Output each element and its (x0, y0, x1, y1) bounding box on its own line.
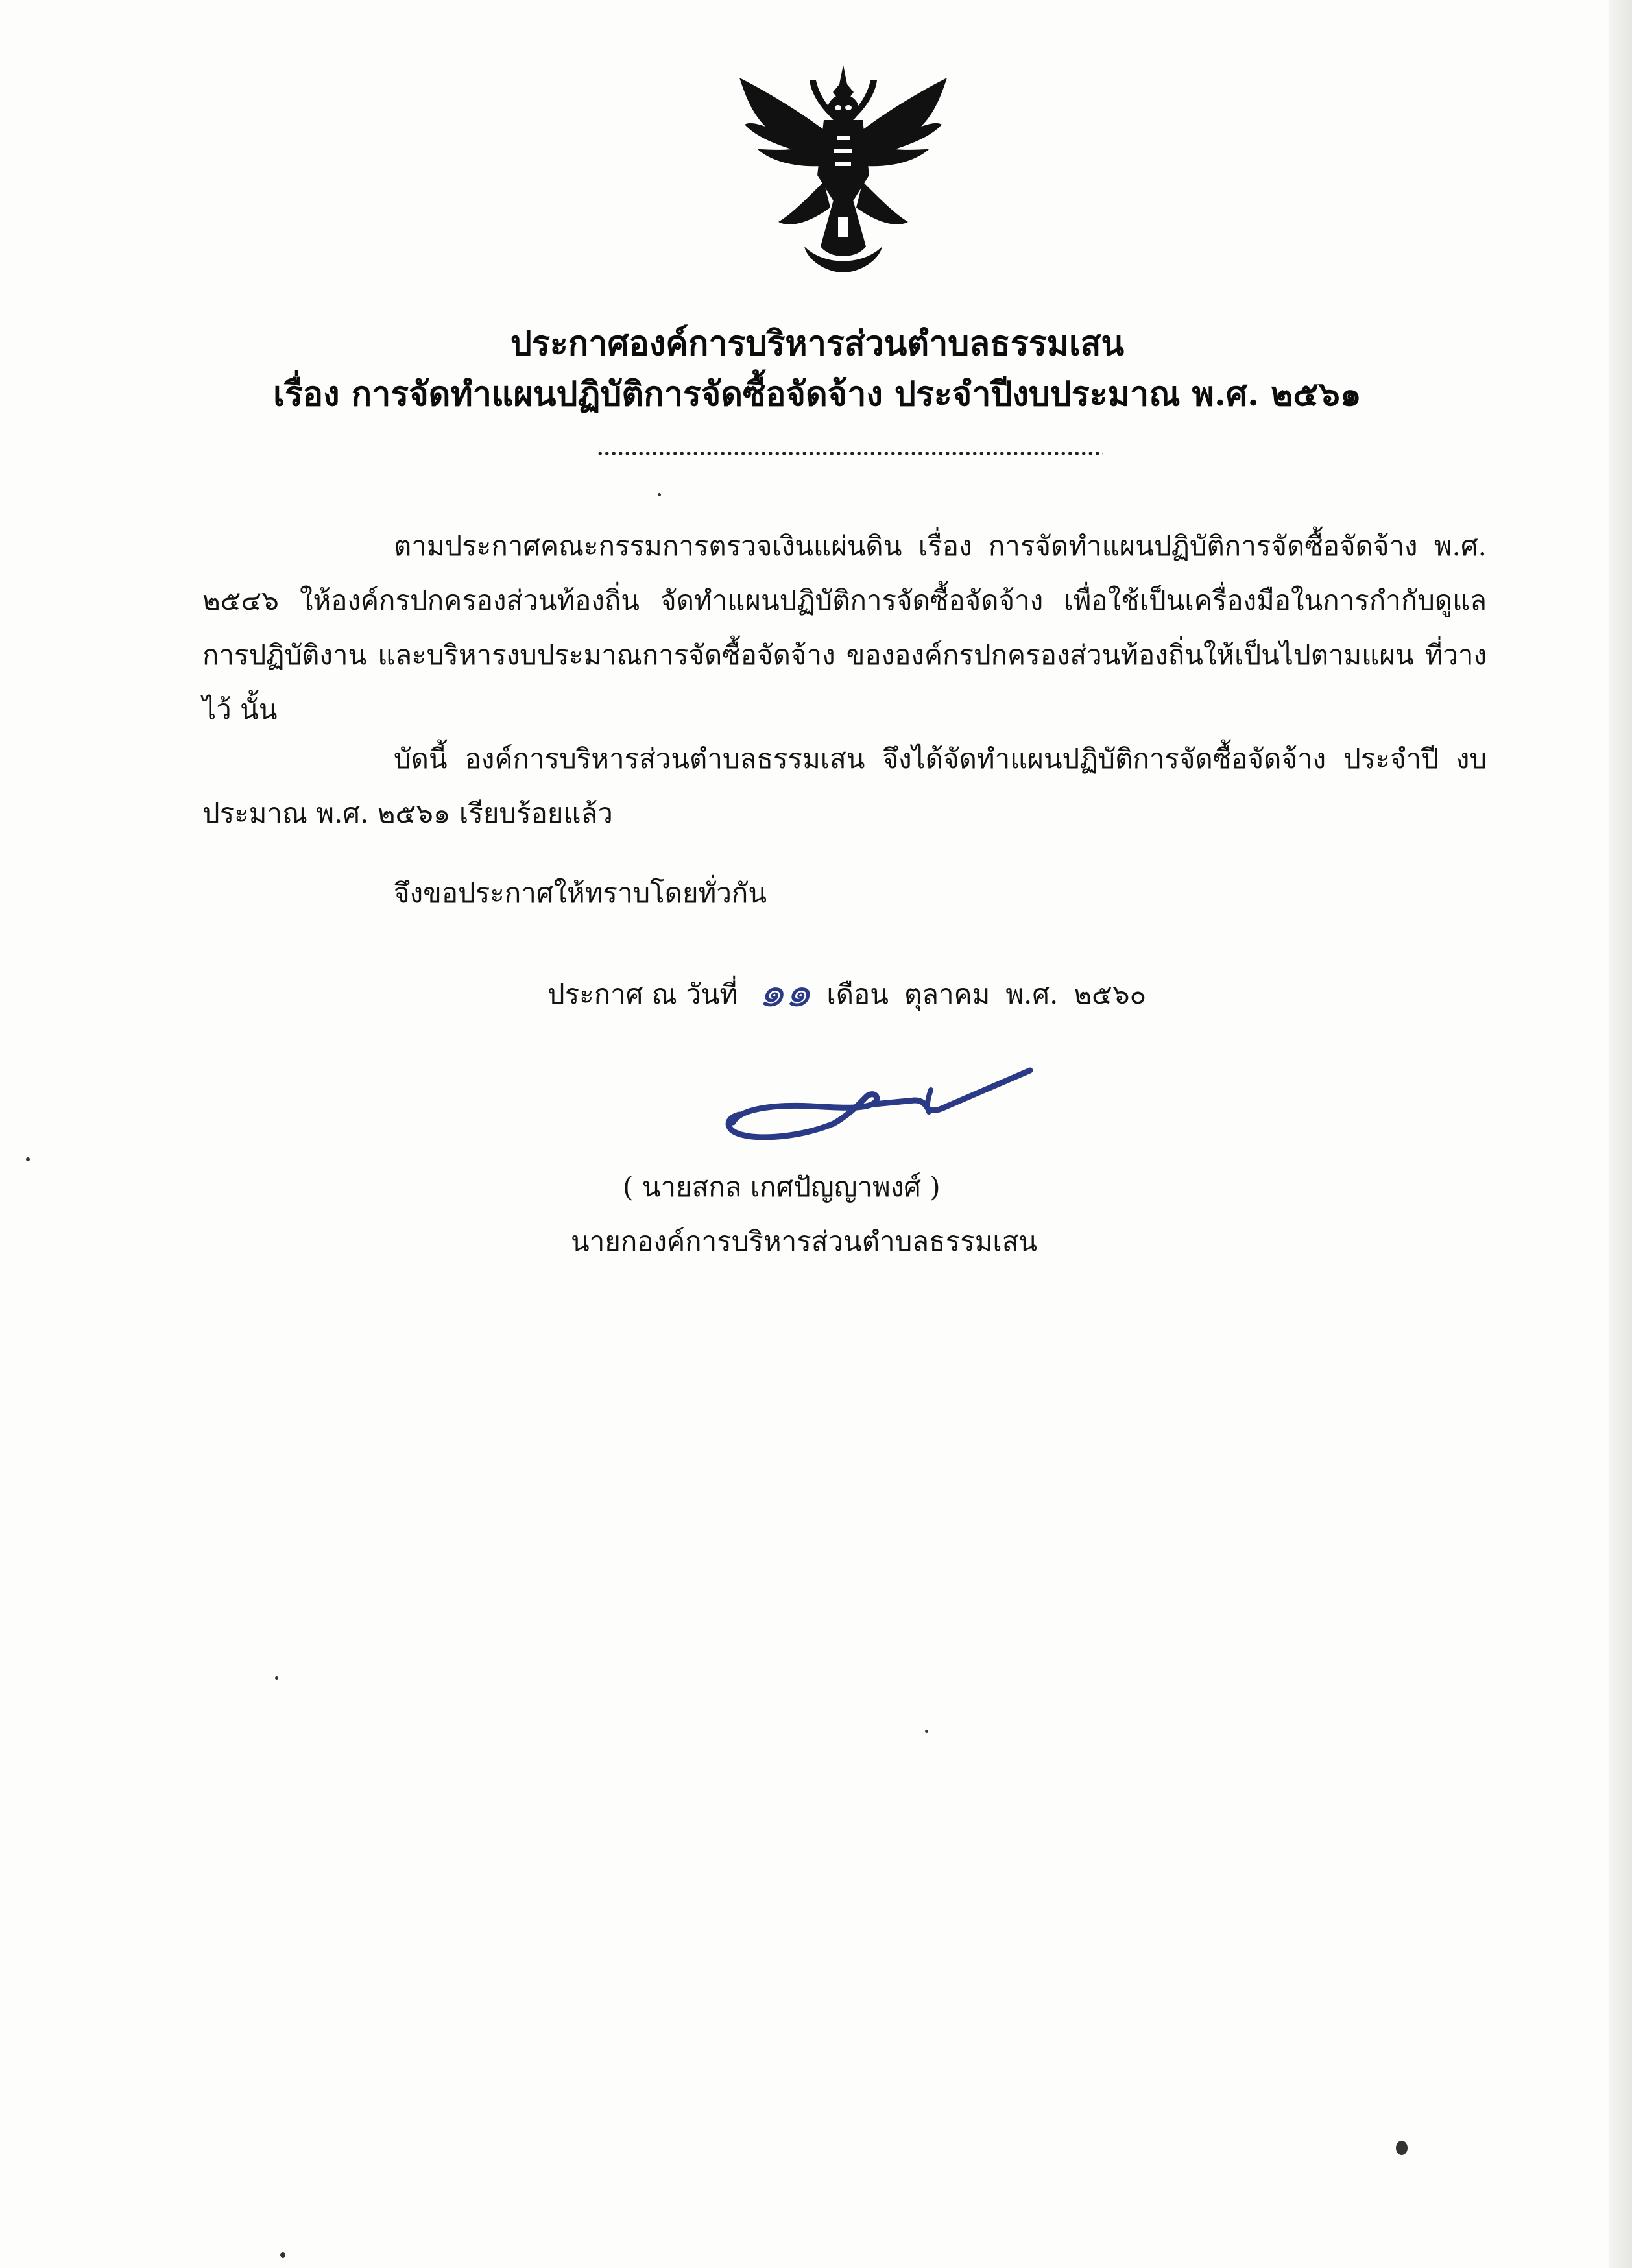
paragraph-text: ตามประกาศคณะกรรมการตรวจเงินแผ่นดิน เรื่อง การจัดทำแผนปฏิบัติการจัดซื้อจัดจ้าง พ.ศ. ๒๕๔๖ ให้องค์กรปกครองส่วนท้องถิ่น จัดทำแผนปฏิบัติการจัดซื้อจัดจ้าง เพื่อใช้เป็นเครื่องมือในการกำกับดูแล การปฏิบัติงาน และบริหารงบประมาณการจัดซื้อจัดจ้าง ขององค์กรปกครองส่วนท้องถิ่นให้เป็นไปตามแผน ที่วางไว้ นั้น (202, 530, 1487, 725)
date-line (547, 967, 1162, 1019)
paper-edge (1609, 0, 1632, 2268)
star-divider (597, 449, 1103, 458)
body-paragraph-3 (202, 866, 1487, 921)
scan-speck (925, 1730, 928, 1733)
scan-speck (275, 1676, 278, 1680)
signer-title: นายกองค์การบริหารส่วนตำบลธรรมเสน (571, 1225, 1038, 1257)
handwritten-day: ๑๑ (758, 969, 811, 1017)
announcement-title: ประกาศองค์การบริหารส่วนตำบลธรรมเสน (510, 324, 1125, 363)
year-value: ๒๕๖๐ (1074, 978, 1147, 1010)
scan-speck (658, 493, 661, 496)
announcement-subject: เรื่อง การจัดทำแผนปฏิบัติการจัดซื้อจัดจ้าง ประจำปีงบประมาณ พ.ศ. ๒๕๖๑ (273, 374, 1362, 414)
paragraph-text: จึงขอประกาศให้ทราบโดยทั่วกัน (394, 877, 767, 909)
scan-speck (1396, 2141, 1408, 2155)
signature-mark (720, 1044, 1044, 1155)
garuda-emblem-icon (726, 52, 960, 285)
scan-speck (26, 1157, 30, 1161)
body-paragraph-2 (202, 732, 1487, 841)
month-label: เดือน (826, 978, 889, 1010)
body-paragraph-1 (202, 519, 1487, 737)
date-prefix: ประกาศ ณ วันที่ (547, 978, 738, 1010)
month-name: ตุลาคม (904, 978, 990, 1010)
paragraph-text: บัดนี้ องค์การบริหารส่วนตำบลธรรมเสน จึงได้จัดทำแผนปฏิบัติการจัดซื้อจัดจ้าง ประจำปี งบประมาณ พ.ศ. ๒๕๖๑ เรียบร้อยแล้ว (202, 743, 1487, 829)
scan-speck (280, 2252, 285, 2258)
signer-name: ( นายสกล เกศปัญญาพงศ์ ) (623, 1171, 941, 1203)
era-label: พ.ศ. (1005, 978, 1059, 1010)
